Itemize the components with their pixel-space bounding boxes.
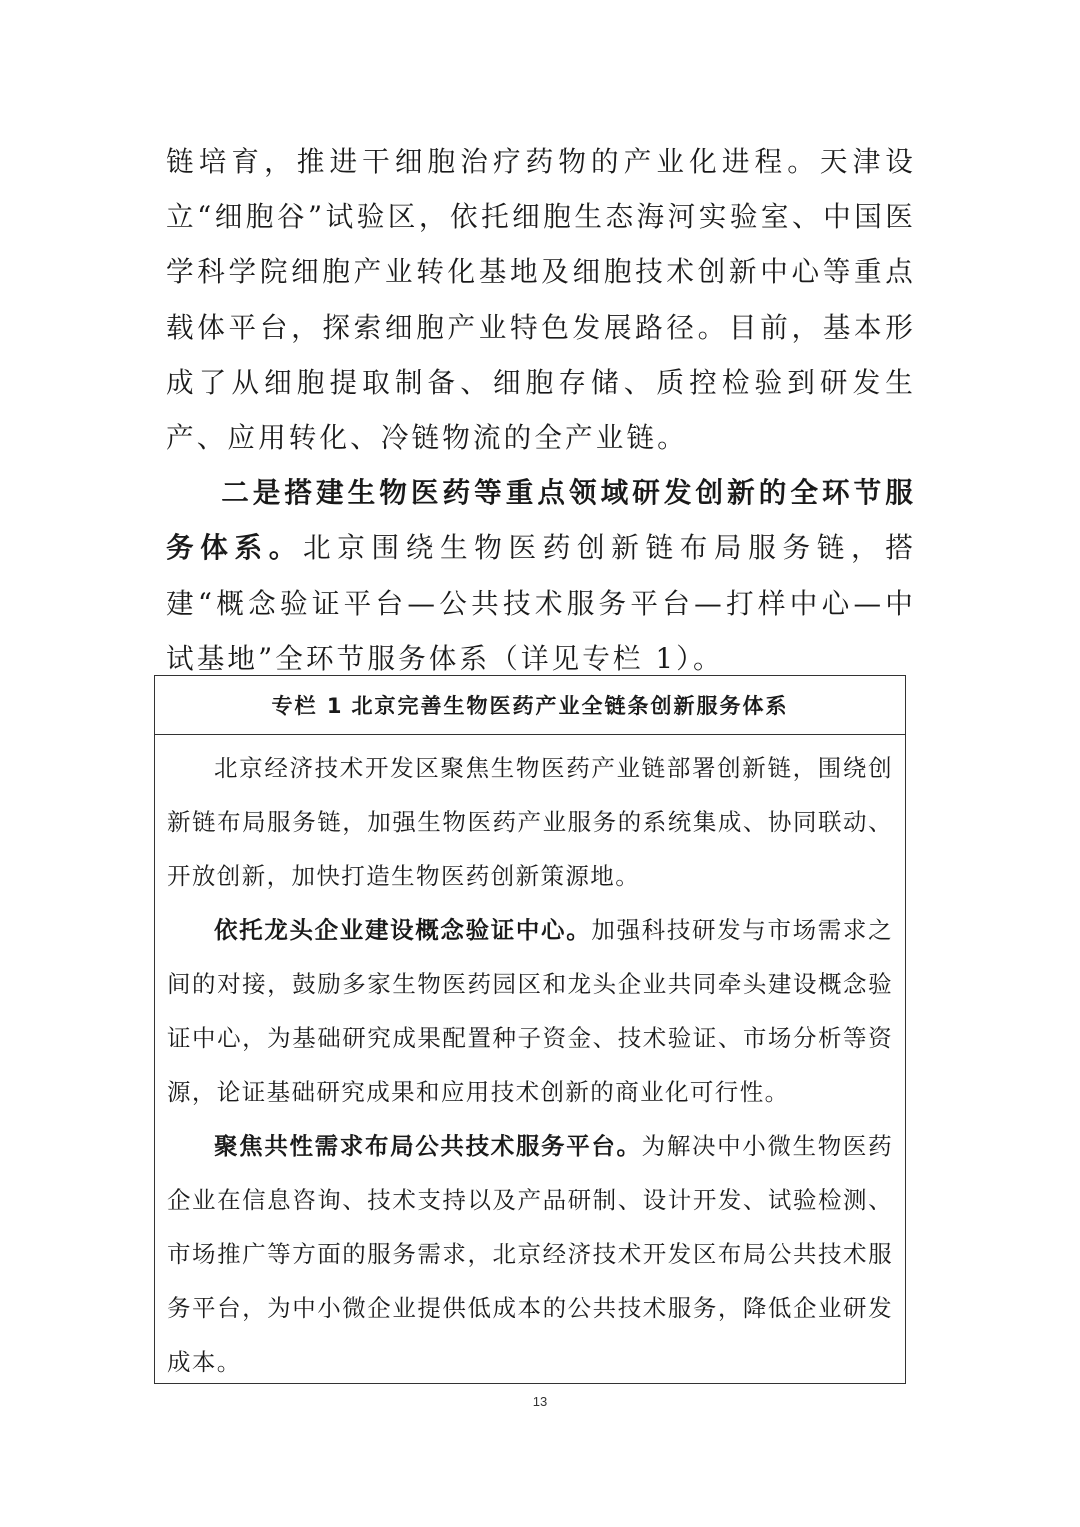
page-number: 13: [532, 1394, 548, 1409]
paragraph-service-system: [166, 465, 916, 686]
box-title-text: 北京完善生物医药产业全链条创新服务体系: [351, 694, 789, 718]
paragraph-cell-industry: 链培育，推进干细胞治疗药物的产业化进程。天津设立“细胞谷”试验区，依托细胞生态海河实验室、中国医学科学院细胞产业转化基地及细胞技术创新中心等重点载体平台，探索细胞产业特色发展路径。目前，基本形成了从细胞提取制备、细胞存储、质控检验到研发生产、应用转化、冷链物流的全产业链。: [166, 145, 916, 455]
body-text: [166, 134, 916, 686]
box-paragraph-heading: 依托龙头企业建设概念验证中心。: [214, 916, 592, 944]
box-paragraph-heading: 聚焦共性需求布局公共技术服务平台。: [214, 1132, 642, 1160]
paragraph-text: 北京围绕生物医药创新链布局服务链，搭建“概念验证平台—公共技术服务平台—打样中心—中试基地”全环节服务体系（详见专栏 1）。: [166, 531, 916, 675]
paragraph-heading: 二是搭建生物医药等重点领域研发创新的全环节服务体系。: [166, 476, 916, 565]
box-paragraph-concept-verification: [167, 903, 893, 1119]
box-body: [155, 735, 905, 1389]
box-paragraph-text: 为解决中小微生物医药企业在信息咨询、技术支持以及产品研制、设计开发、试验检测、市场推广等方面的服务需求，北京经济技术开发区布局公共技术服务平台，为中小微企业提供低成本的公共技术服务，降低企业研发成本。: [167, 1132, 893, 1376]
box-paragraph-intro: 北京经济技术开发区聚焦生物医药产业链部署创新链，围绕创新链布局服务链，加强生物医药产业服务的系统集成、协同联动、开放创新，加快打造生物医药创新策源地。: [167, 754, 893, 890]
sidebar-box-column-1: [154, 675, 906, 1384]
box-label: 专栏 1: [271, 694, 344, 718]
box-title: [155, 676, 905, 735]
box-paragraph-public-platform: [167, 1119, 893, 1389]
box-paragraph-text: 加强科技研发与市场需求之间的对接，鼓励多家生物医药园区和龙头企业共同牵头建设概念验证中心，为基础研究成果配置种子资金、技术验证、市场分析等资源，论证基础研究成果和应用技术创新的商业化可行性。: [167, 916, 893, 1106]
